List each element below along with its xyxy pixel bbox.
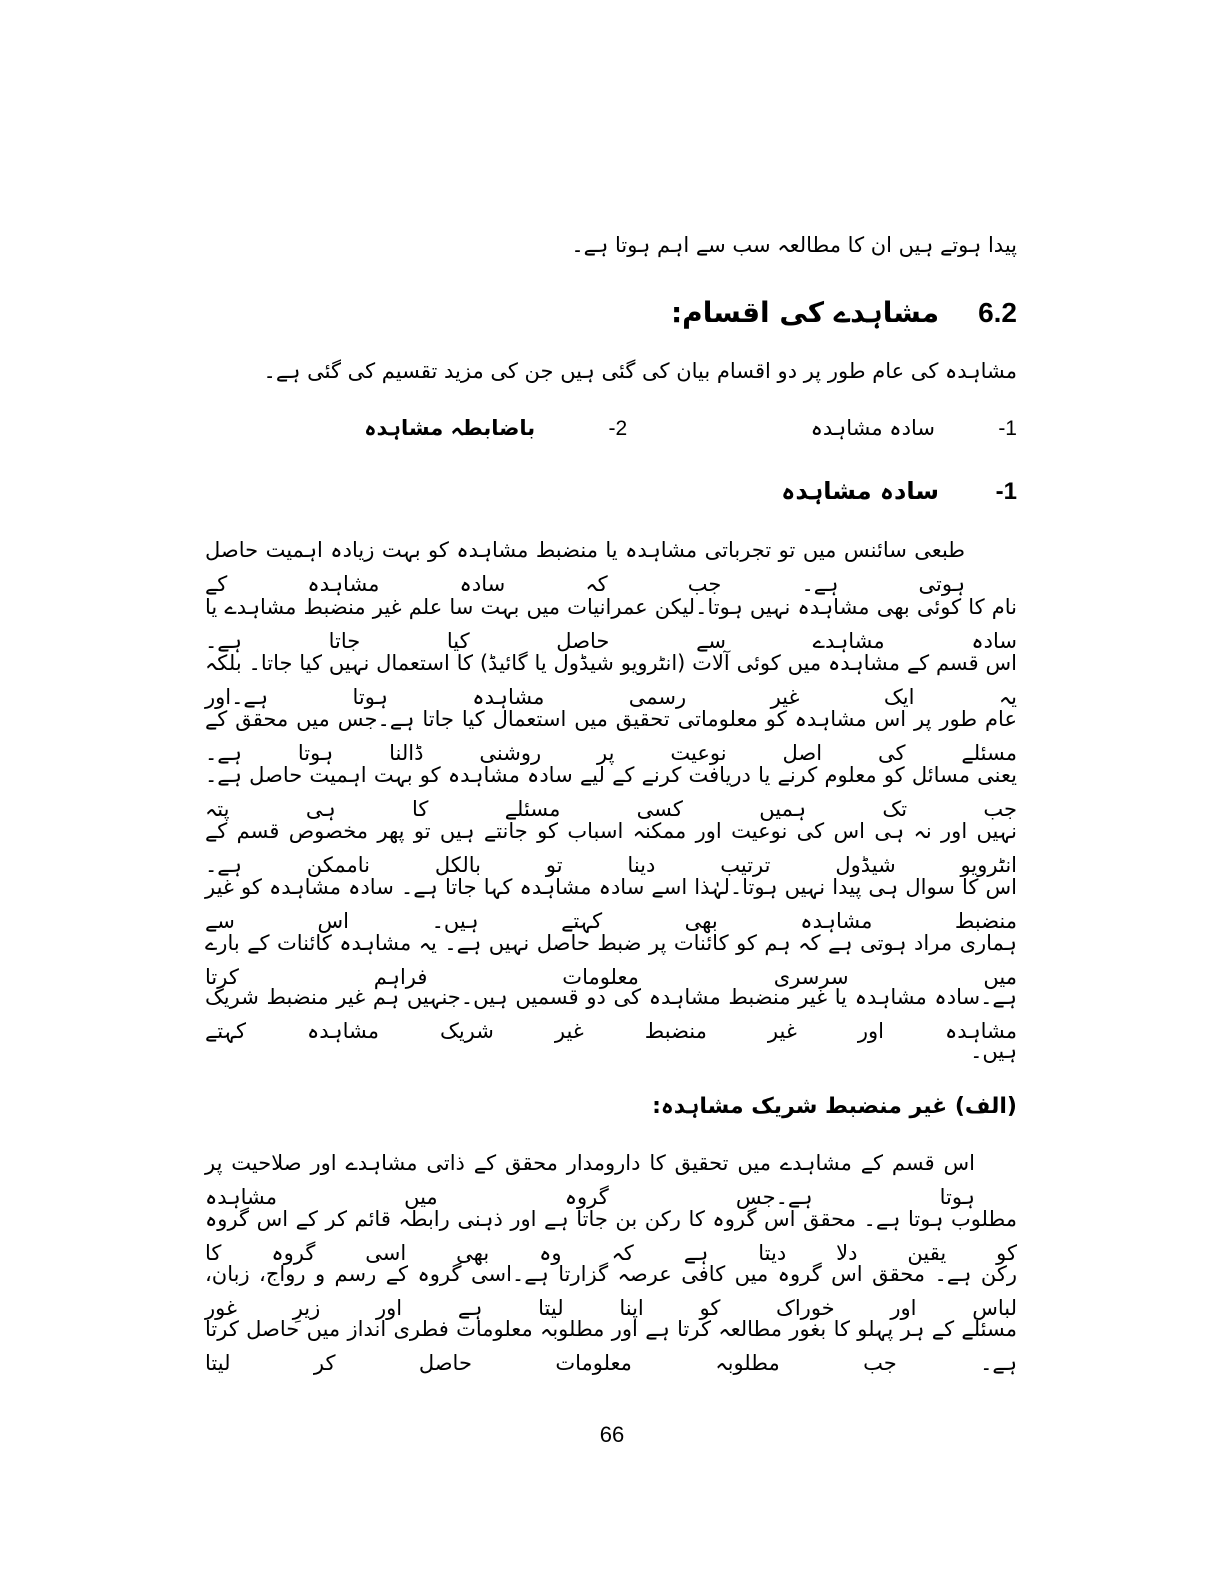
section-heading <box>671 296 1017 330</box>
subsection-number: -1 <box>995 478 1017 505</box>
paragraph-line: یعنی مسائل کو معلوم کرنے یا دریافت کرنے کے لیے سادہ مشاہدہ کو بہت اہمیت حاصل ہے۔ جب تک ہمیں کسی مسئلے کا ہی پتہ <box>205 763 1017 821</box>
paragraph-line: طبعی سائنس میں تو تجرباتی مشاہدہ یا منضبط مشاہدہ کو بہت زیادہ اہمیت حاصل ہوتی ہے۔ جب کہ سادہ مشاہدہ کے <box>205 538 965 596</box>
paragraph-line: اس قسم کے مشاہدے میں تحقیق کا دارومدار محقق کے ذاتی مشاہدے اور صلاحیت پر ہوتا ہے۔جس گروہ میں مشاہدہ <box>205 1151 975 1209</box>
paragraph-line: مطلوب ہوتا ہے۔ محقق اس گروہ کا رکن بن جاتا ہے اور ذہنی رابطہ قائم کر کے اس گروہ کو یقین دلا دیتا ہے کہ وہ بھی اسی گروہ کا <box>205 1207 1017 1265</box>
paragraph-line: مسئلے کے ہر پہلو کا بغور مطالعہ کرتا ہے اور مطلوبہ معلومات فطری انداز میں حاصل کرتا ہے۔ جب مطلوبہ معلومات حاصل کر لیتا <box>205 1317 1017 1375</box>
intro-text: مشاہدہ کی عام طور پر دو اقسام بیان کی گئی ہیں جن کی مزید تقسیم کی گئی ہے۔ <box>263 359 1017 383</box>
paragraph-line: عام طور پر اس مشاہدہ کو معلوماتی تحقیق میں استعمال کیا جاتا ہے۔جس میں محقق کے مسئلے کی اصل نوعیت پر روشنی ڈالنا ہوتا ہے۔ <box>205 707 1017 765</box>
paragraph-line: نہیں اور نہ ہی اس کی نوعیت اور ممکنہ اسباب کو جانتے ہیں تو پھر مخصوص قسم کے انٹرویو شیڈول ترتیب دینا تو بالکل ناممکن ہے۔ <box>205 819 1017 877</box>
paragraph-line: رکن ہے۔ محقق اس گروہ میں کافی عرصہ گزارتا ہے۔اسی گروہ کے رسم و رواج، زبان، لباس اور خوراک کو اپنا لیتا ہے اور زیرِ غور <box>205 1262 1017 1320</box>
page-number: 66 <box>599 1422 625 1447</box>
types-list <box>364 411 1017 446</box>
paragraph-line: ہماری مراد ہوتی ہے کہ ہم کو کائنات پر ضبط حاصل نہیں ہے۔ یہ مشاہدہ کائنات کے بارے میں سرسری معلومات فراہم کرتا <box>205 931 1017 989</box>
paragraph-line: نام کا کوئی بھی مشاہدہ نہیں ہوتا۔لیکن عمرانیات میں بہت سا علم غیر منضبط مشاہدے یا سادہ مشاہدے سے حاصل کیا جاتا ہے۔ <box>205 595 1017 653</box>
continuation-line: پیدا ہوتے ہیں ان کا مطالعہ سب سے اہم ہوتا ہے۔ <box>571 233 1017 257</box>
type-2-label: باضابطہ مشاہدہ <box>364 416 536 440</box>
subsection-a-heading: (الف) غیر منضبط شریک مشاہدہ: <box>652 1094 1017 1119</box>
section-title: مشاہدے کی اقسام: <box>670 296 940 329</box>
paragraph-line: اس کا سوال ہی پیدا نہیں ہوتا۔لہٰذا اسے سادہ مشاہدہ کہا جاتا ہے۔ سادہ مشاہدہ کو غیر منضبط مشاہدہ بھی کہتے ہیں۔ اس سے <box>205 875 1017 933</box>
subsection-heading <box>781 474 1017 509</box>
type-2-number: -2 <box>608 417 628 440</box>
paragraph-line: ہے۔سادہ مشاہدہ یا غیر منضبط مشاہدہ کی دو قسمیں ہیں۔جنہیں ہم غیر منضبط شریک مشاہدہ اور غیر منضبط غیر شریک مشاہدہ کہتے <box>205 985 1017 1043</box>
section-number: 6.2 <box>978 297 1017 328</box>
subsection-title: سادہ مشاہدہ <box>781 477 939 505</box>
type-1-number: -1 <box>998 417 1017 440</box>
paragraph-line: ہیں۔ <box>970 1039 1017 1063</box>
type-1-label: سادہ مشاہدہ <box>810 416 935 440</box>
paragraph-line: اس قسم کے مشاہدہ میں کوئی آلات (انٹرویو شیڈول یا گائیڈ) کا استعمال نہیں کیا جاتا۔ بلکہ یہ ایک غیر رسمی مشاہدہ ہوتا ہے۔اور <box>205 651 1017 709</box>
